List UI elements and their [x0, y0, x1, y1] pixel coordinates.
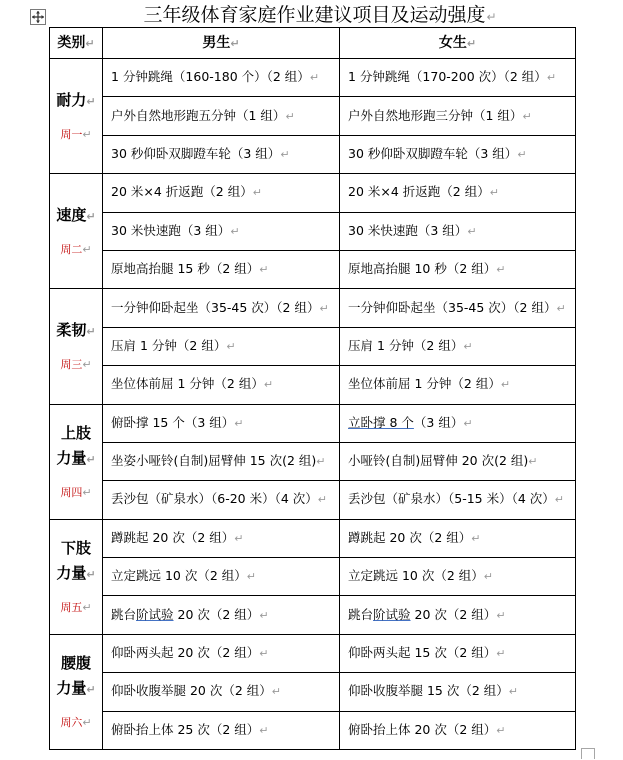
paragraph-mark-icon: ↵: [528, 455, 538, 469]
table-row: [50, 404, 576, 442]
male-exercise-cell: [103, 250, 340, 288]
category-cell: [50, 634, 103, 749]
female-exercise-cell: [340, 673, 576, 711]
exercise-text: 立定跳远 10 次（2 组）: [111, 568, 247, 584]
female-exercise-cell: [340, 327, 576, 365]
paragraph-mark-icon: ↵: [230, 224, 240, 238]
title-text: 三年级体育家庭作业建议项目及运动强度: [143, 4, 486, 26]
category-cell: [50, 289, 103, 404]
paragraph-mark-icon: ↵: [317, 493, 327, 507]
female-exercise-cell: [340, 289, 576, 327]
table-end-marker: [581, 748, 595, 759]
paragraph-mark-icon: ↵: [82, 486, 92, 500]
female-exercise-cell: [340, 596, 576, 634]
exercise-plan-table: [49, 27, 576, 750]
category-name: 上肢: [60, 424, 91, 443]
male-exercise-cell: [103, 404, 340, 442]
exercise-text: 压肩 1 分钟（2 组）: [348, 337, 464, 353]
female-exercise-cell: [340, 250, 576, 288]
paragraph-mark-icon: ↵: [319, 301, 329, 315]
exercise-text: 仰卧两头起 20 次（2 组）: [111, 645, 260, 661]
paragraph-mark-icon: ↵: [554, 493, 564, 507]
weekday-label: 周二↵: [60, 243, 92, 257]
exercise-text: 俯卧撑 15 个（3 组）: [111, 414, 235, 430]
paragraph-mark-icon: ↵: [252, 186, 262, 200]
male-exercise-cell: [103, 327, 340, 365]
paragraph-mark-icon: ↵: [259, 263, 269, 277]
exercise-text: 立定跳远 10 次（2 组）: [348, 568, 484, 584]
paragraph-mark-icon: ↵: [82, 358, 92, 372]
female-exercise-cell: [340, 711, 576, 749]
male-exercise-cell: [103, 558, 340, 596]
weekday-label: 周三↵: [60, 358, 92, 372]
table-row: [50, 442, 576, 480]
weekday-label: 周四↵: [60, 486, 92, 500]
exercise-text: 20 米×4 折返跑（2 组）: [111, 184, 253, 200]
exercise-text: 30 秒仰卧双脚蹬车轮（3 组）: [348, 145, 518, 161]
spellcheck-underlined-text: 阶试验: [373, 606, 411, 622]
paragraph-mark-icon: ↵: [500, 378, 511, 392]
exercise-text: 原地高抬腿 10 秒（2 组）: [348, 261, 497, 277]
paragraph-mark-icon: ↵: [86, 95, 96, 109]
paragraph-mark-icon: ↵: [486, 10, 497, 24]
exercise-text: 20 米×4 折返跑（2 组）: [348, 184, 490, 200]
paragraph-mark-icon: ↵: [280, 147, 290, 161]
paragraph-mark-icon: ↵: [285, 109, 295, 123]
category-name: 腰腹: [60, 654, 91, 673]
category-cell: [50, 174, 103, 289]
weekday-label: 周六↵: [60, 716, 92, 730]
paragraph-mark-icon: ↵: [246, 570, 256, 584]
table-row: [50, 558, 576, 596]
female-exercise-cell: [340, 442, 576, 480]
female-exercise-cell: [340, 212, 576, 250]
female-exercise-cell: [340, 97, 576, 135]
female-exercise-cell: [340, 481, 576, 519]
paragraph-mark-icon: ↵: [496, 608, 506, 622]
paragraph-mark-icon: ↵: [489, 186, 499, 200]
exercise-text: 仰卧收腹举腿 15 次（2 组）: [348, 683, 509, 699]
category-cell: [50, 59, 103, 174]
paragraph-mark-icon: ↵: [463, 416, 473, 430]
spellcheck-underlined-text: 立卧撑 8 个: [348, 414, 414, 430]
exercise-text: 30 米快速跑（3 组）: [111, 222, 231, 238]
paragraph-mark-icon: ↵: [271, 685, 281, 699]
table-row: [50, 481, 576, 519]
paragraph-mark-icon: ↵: [259, 647, 269, 661]
exercise-text: 20 次（2 组）: [410, 606, 497, 622]
male-exercise-cell: [103, 634, 340, 672]
exercise-text: 1 分钟跳绳（170-200 次）（2 组）: [348, 69, 547, 85]
exercise-text: 压肩 1 分钟（2 组）: [111, 337, 227, 353]
paragraph-mark-icon: ↵: [556, 301, 566, 315]
table-row: [50, 289, 576, 327]
paragraph-mark-icon: ↵: [259, 723, 269, 737]
male-exercise-cell: [103, 442, 340, 480]
weekday-label: 周五↵: [60, 601, 92, 615]
female-exercise-cell: [340, 366, 576, 404]
category-name: 柔韧↵: [56, 321, 96, 340]
paragraph-mark-icon: ↵: [86, 325, 96, 339]
male-exercise-cell: [103, 174, 340, 212]
paragraph-mark-icon: ↵: [496, 647, 506, 661]
table-row: [50, 711, 576, 749]
male-exercise-cell: [103, 596, 340, 634]
document-title: [100, 2, 540, 30]
table-move-handle-icon[interactable]: [30, 9, 46, 25]
paragraph-mark-icon: ↵: [467, 224, 477, 238]
exercise-text: 仰卧两头起 15 次（2 组）: [348, 645, 497, 661]
paragraph-mark-icon: ↵: [546, 71, 557, 85]
male-exercise-cell: [103, 519, 340, 557]
exercise-text: 坐姿小哑铃(自制)屈臂伸 15 次(2 组): [111, 453, 317, 469]
category-name: 力量↵: [56, 449, 96, 468]
male-exercise-cell: [103, 289, 340, 327]
exercise-text: 20 次（2 组）: [173, 606, 260, 622]
paragraph-mark-icon: ↵: [259, 608, 269, 622]
paragraph-mark-icon: ↵: [86, 683, 96, 697]
exercise-text: 仰卧收腹举腿 20 次（2 组）: [111, 683, 272, 699]
exercise-text: 丢沙包（矿泉水）（6-20 米）（4 次）: [111, 491, 318, 507]
female-exercise-cell: [340, 135, 576, 173]
female-exercise-cell: [340, 404, 576, 442]
weekday-label: 周一↵: [60, 128, 92, 142]
spellcheck-underlined-text: 阶试验: [136, 606, 174, 622]
paragraph-mark-icon: ↵: [517, 147, 527, 161]
paragraph-mark-icon: ↵: [86, 453, 96, 467]
exercise-text: （3 组）: [413, 414, 464, 430]
header-female: 女生↵: [340, 28, 576, 59]
paragraph-mark-icon: ↵: [463, 339, 473, 353]
exercise-text: 小哑铃(自制)屈臂伸 20 次(2 组): [348, 453, 529, 469]
exercise-text: 坐位体前屈 1 分钟（2 组）: [348, 376, 501, 392]
exercise-text: 跳台: [348, 606, 374, 622]
exercise-text: 一分钟仰卧起坐（35-45 次）（2 组）: [111, 299, 320, 315]
paragraph-mark-icon: ↵: [234, 531, 244, 545]
exercise-text: 原地高抬腿 15 秒（2 组）: [111, 261, 260, 277]
female-exercise-cell: [340, 59, 576, 97]
exercise-text: 1 分钟跳绳（160-180 个）（2 组）: [111, 69, 310, 85]
male-exercise-cell: [103, 711, 340, 749]
exercise-text: 户外自然地形跑三分钟（1 组）: [348, 107, 523, 123]
male-exercise-cell: [103, 212, 340, 250]
paragraph-mark-icon: ↵: [522, 109, 532, 123]
female-exercise-cell: [340, 634, 576, 672]
table-row: [50, 366, 576, 404]
male-exercise-cell: [103, 366, 340, 404]
paragraph-mark-icon: ↵: [496, 723, 506, 737]
paragraph-mark-icon: ↵: [263, 378, 274, 392]
header-row: [50, 28, 576, 59]
paragraph-mark-icon: ↵: [82, 128, 92, 142]
exercise-text: 丢沙包（矿泉水）（5-15 米）（4 次）: [348, 491, 555, 507]
female-exercise-cell: [340, 519, 576, 557]
male-exercise-cell: [103, 673, 340, 711]
table-row: [50, 174, 576, 212]
header-male: 男生↵: [103, 28, 340, 59]
male-exercise-cell: [103, 97, 340, 135]
exercise-text: 坐位体前屈 1 分钟（2 组）: [111, 376, 264, 392]
exercise-text: 俯卧抬上体 20 次（2 组）: [348, 721, 497, 737]
female-exercise-cell: [340, 174, 576, 212]
paragraph-mark-icon: ↵: [226, 339, 236, 353]
paragraph-mark-icon: ↵: [471, 531, 481, 545]
category-name: 下肢: [60, 539, 91, 558]
paragraph-mark-icon: ↵: [234, 416, 244, 430]
category-name: 力量↵: [56, 564, 96, 583]
category-cell: [50, 404, 103, 519]
table-body: [50, 28, 576, 750]
table-row: [50, 634, 576, 672]
paragraph-mark-icon: ↵: [483, 570, 493, 584]
category-name: 速度↵: [56, 206, 96, 225]
table-row: [50, 212, 576, 250]
category-name: 力量↵: [56, 679, 96, 698]
exercise-text: 30 米快速跑（3 组）: [348, 222, 468, 238]
paragraph-mark-icon: ↵: [309, 71, 320, 85]
table-row: [50, 327, 576, 365]
exercise-text: 30 秒仰卧双脚蹬车轮（3 组）: [111, 145, 281, 161]
category-cell: [50, 519, 103, 634]
paragraph-mark-icon: ↵: [316, 455, 326, 469]
table-row: [50, 135, 576, 173]
paragraph-mark-icon: ↵: [86, 568, 96, 582]
exercise-text: 俯卧抬上体 25 次（2 组）: [111, 721, 260, 737]
table-row: [50, 59, 576, 97]
paragraph-mark-icon: ↵: [508, 685, 518, 699]
table-row: [50, 673, 576, 711]
table-row: [50, 519, 576, 557]
table-row: [50, 97, 576, 135]
exercise-text: 蹲跳起 20 次（2 组）: [111, 529, 235, 545]
paragraph-mark-icon: ↵: [496, 263, 506, 277]
male-exercise-cell: [103, 59, 340, 97]
male-exercise-cell: [103, 135, 340, 173]
exercise-text: 蹲跳起 20 次（2 组）: [348, 529, 472, 545]
category-name: 耐力↵: [56, 91, 96, 110]
female-exercise-cell: [340, 558, 576, 596]
paragraph-mark-icon: ↵: [86, 210, 96, 224]
exercise-text: 户外自然地形跑五分钟（1 组）: [111, 107, 286, 123]
header-category: 类别↵: [50, 28, 103, 59]
male-exercise-cell: [103, 481, 340, 519]
table-row: [50, 596, 576, 634]
table-row: [50, 250, 576, 288]
paragraph-mark-icon: ↵: [82, 243, 92, 257]
paragraph-mark-icon: ↵: [82, 716, 92, 730]
paragraph-mark-icon: ↵: [82, 601, 92, 615]
exercise-text: 跳台: [111, 606, 137, 622]
exercise-text: 一分钟仰卧起坐（35-45 次）（2 组）: [348, 299, 557, 315]
